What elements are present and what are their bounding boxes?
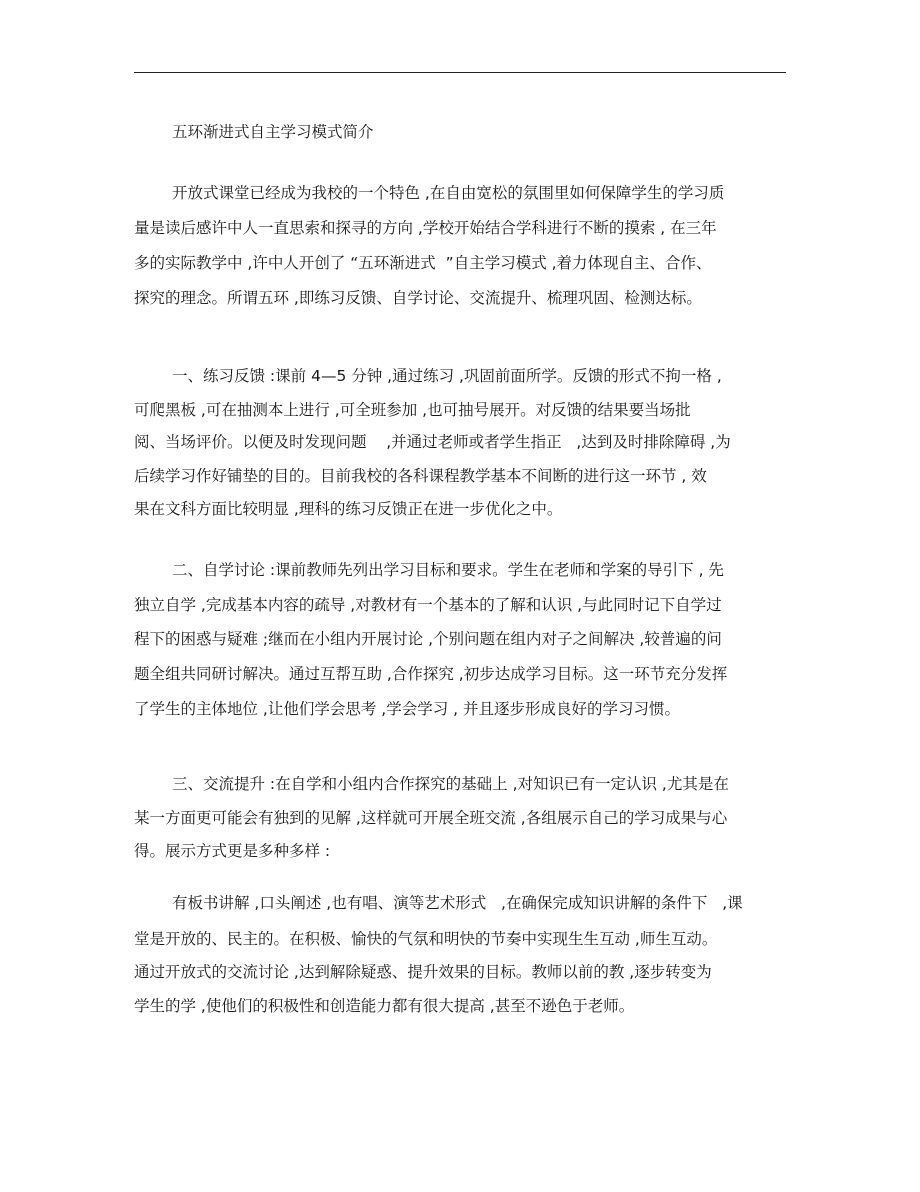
paragraph-line: 二、自学讨论 :课前教师先列出学习目标和要求。学生在老师和学案的导引下 , 先	[172, 561, 724, 579]
paragraph-line: 果在文科方面比较明显 ,理科的练习反馈正在进一步优化之中。	[134, 500, 563, 518]
paragraph-line: 可爬黑板 ,可在抽测本上进行 ,可全班参加 ,也可抽号展开。对反馈的结果要当场批	[134, 401, 691, 419]
paragraph-line: 探究的理念。所谓五环 ,即练习反馈、自学讨论、交流提升、梳理巩固、检测达标。	[134, 289, 702, 307]
paragraph-line: 题全组共同研讨解决。通过互帮互助 ,合作探究 ,初步达成学习目标。这一环节充分发挥	[134, 665, 728, 683]
paragraph-line: 一、练习反馈 :课前 4—5 分钟 ,通过练习 ,巩固前面所学。反馈的形式不拘一格 ,	[172, 367, 722, 385]
paragraph-line: 量是读后感许中人一直思索和探寻的方向 ,学校开始结合学科进行不断的摸索 , 在三年	[134, 219, 717, 237]
paragraph-line: 学生的学 ,使他们的积极性和创造能力都有很大提高 ,甚至不逊色于老师。	[134, 997, 635, 1015]
paragraph-line: 某一方面更可能会有独到的见解 ,这样就可开展全班交流 ,各组展示自己的学习成果与心	[134, 809, 728, 827]
paragraph-line: 阅、当场评价。以便及时发现问题 ,并通过老师或者学生指正 ,达到及时排除障碍 ,为	[134, 433, 731, 451]
paragraph-line: 了学生的主体地位 ,让他们学会思考 ,学会学习 , 并且逐步形成良好的学习习惯。	[134, 700, 680, 718]
paragraph-line: 有板书讲解 ,口头阐述 ,也有唱、演等艺术形式 ,在确保完成知识讲解的条件下 ,课	[172, 894, 743, 912]
paragraph-line: 开放式课堂已经成为我校的一个特色 ,在自由宽松的氛围里如何保障学生的学习质	[172, 184, 725, 202]
paragraph-line: 程下的困惑与疑难 ;继而在小组内开展讨论 ,个别问题在组内对子之间解决 ,较普遍的问	[134, 630, 722, 648]
document-title: 五环渐进式自主学习模式简介	[172, 123, 374, 141]
paragraph-line: 独立自学 ,完成基本内容的疏导 ,对教材有一个基本的了解和认识 ,与此同时记下自学过	[134, 596, 722, 614]
paragraph-line: 后续学习作好铺垫的目的。目前我校的各科课程教学基本不间断的进行这一环节 , 效	[134, 467, 707, 485]
paragraph-line: 三、交流提升 :在自学和小组内合作探究的基础上 ,对知识已有一定认识 ,尤其是在	[172, 775, 729, 793]
paragraph-line: 得。展示方式更是多种多样 :	[134, 842, 331, 860]
header-rule	[134, 72, 786, 73]
paragraph-line: 多的实际教学中 ,许中人开创了 “五环渐进式 ”自主学习模式 ,着力体现自主、合作、	[134, 254, 712, 272]
paragraph-line: 堂是开放的、民主的。在积极、愉快的气氛和明快的节奏中实现生生互动 ,师生互动。	[134, 930, 718, 948]
paragraph-line: 通过开放式的交流讨论 ,达到解除疑惑、提升效果的目标。教师以前的教 ,逐步转变为	[134, 963, 712, 981]
